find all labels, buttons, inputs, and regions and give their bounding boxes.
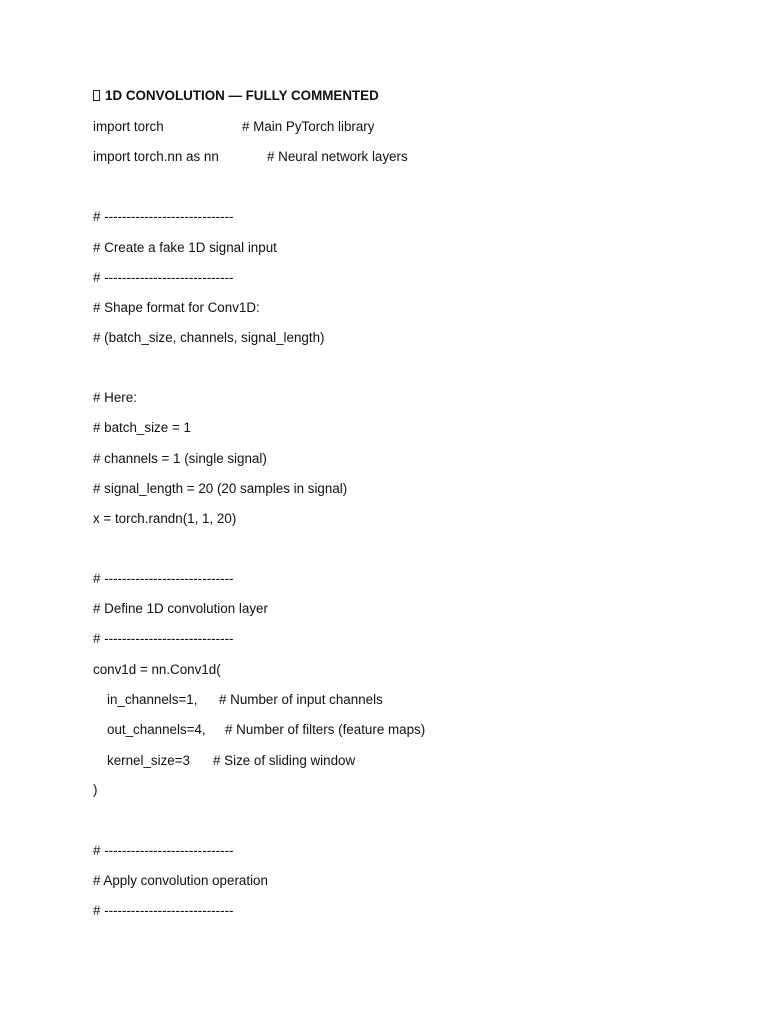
document-title-text: 1D CONVOLUTION — FULLY COMMENTED <box>105 88 379 103</box>
code-line-in-channels: in_channels=1, # Number of input channels <box>107 692 383 707</box>
code-line-conv1d-close: ) <box>93 782 98 797</box>
code-separator: # ----------------------------- <box>93 903 234 918</box>
code-comment: # Main PyTorch library <box>242 119 375 134</box>
code-comment-line: # Shape format for Conv1D: <box>93 300 260 315</box>
code-separator: # ----------------------------- <box>93 631 234 646</box>
code-comment-line: # Here: <box>93 390 137 405</box>
code-line-import-torch: import torch # Main PyTorch library <box>93 119 375 134</box>
code-comment: # Number of input channels <box>219 692 383 707</box>
code-line-conv1d-open: conv1d = nn.Conv1d( <box>93 662 221 677</box>
code-comment: # Neural network layers <box>267 149 408 164</box>
missing-glyph-icon <box>93 90 100 101</box>
code-separator: # ----------------------------- <box>93 571 234 586</box>
code-line-x-assign: x = torch.randn(1, 1, 20) <box>93 511 237 526</box>
code-comment-line: # Define 1D convolution layer <box>93 601 268 616</box>
code-separator: # ----------------------------- <box>93 209 234 224</box>
code-line-kernel-size: kernel_size=3 # Size of sliding window <box>107 753 356 768</box>
code-comment: # Number of filters (feature maps) <box>225 722 426 737</box>
code-comment-line: # Create a fake 1D signal input <box>93 240 277 255</box>
code-separator: # ----------------------------- <box>93 843 234 858</box>
code-separator: # ----------------------------- <box>93 270 234 285</box>
code-comment-line: # (batch_size, channels, signal_length) <box>93 330 325 345</box>
code-comment-line: # signal_length = 20 (20 samples in signal) <box>93 481 348 496</box>
code-line-out-channels: out_channels=4, # Number of filters (feature maps) <box>107 722 426 737</box>
code-comment-line: # batch_size = 1 <box>93 420 191 435</box>
code-comment-line: # channels = 1 (single signal) <box>93 451 267 466</box>
document-title <box>93 88 379 104</box>
code-comment: # Size of sliding window <box>213 753 356 768</box>
code-comment-line: # Apply convolution operation <box>93 873 268 888</box>
code-line-import-nn: import torch.nn as nn # Neural network layers <box>93 149 408 164</box>
